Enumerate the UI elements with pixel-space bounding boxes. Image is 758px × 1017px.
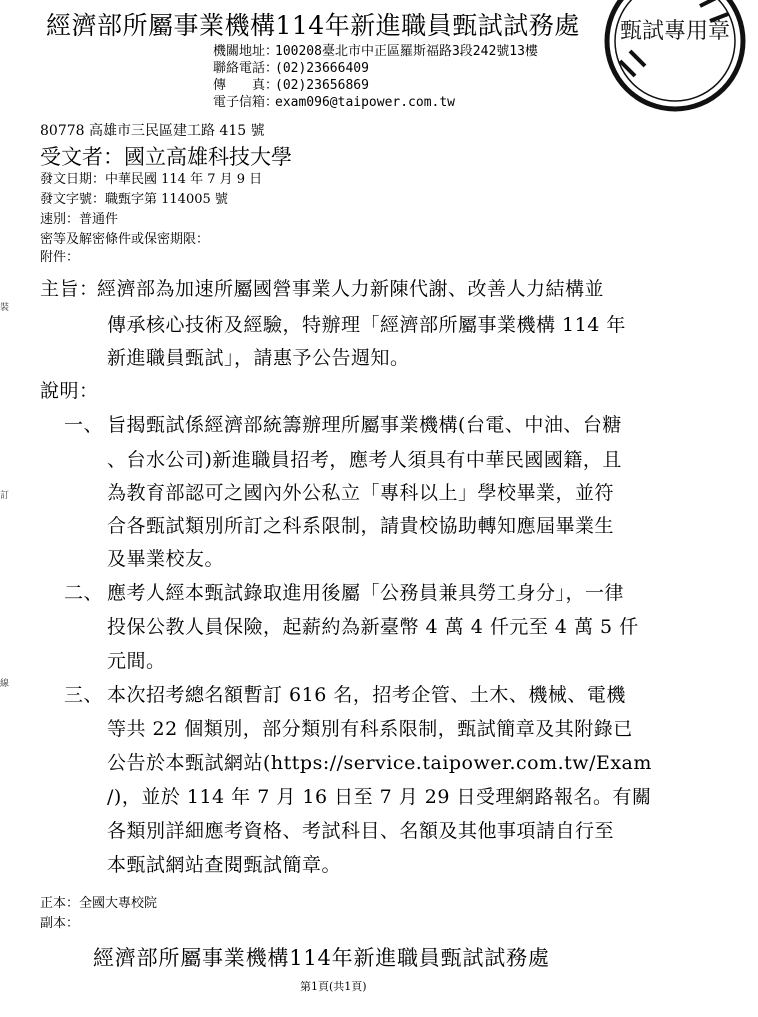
explanation-line: 為教育部認可之國內外公私立「專科以上」學校畢業，並符 (107, 482, 615, 504)
explanation-line: 合各甄試類別所訂之科系限制，請貴校協助轉知應屆畢業生 (107, 515, 615, 537)
explanation-line: 本甄試網站查閱甄試簡章。 (107, 854, 342, 876)
issuing-org-title: 經濟部所屬事業機構114年新進職員甄試試務處 (46, 11, 580, 40)
explanation-line: 各類別詳細應考資格、考試科目、名額及其他事項請自行至 (107, 820, 615, 842)
fax-value: (02)23656869 (275, 78, 369, 93)
issue-date: 發文日期：中華民國 114 年 7 月 9 日 (40, 172, 263, 187)
binding-mark: 線 (0, 679, 10, 689)
footer-org-name: 經濟部所屬事業機構114年新進職員甄試試務處 (93, 946, 550, 970)
recipient: 受文者：國立高雄科技大學 (40, 145, 292, 169)
subject-line: 傳承核心技術及經驗，特辦理「經濟部所屬事業機構 114 年 (107, 314, 626, 336)
item-number: 二、 (64, 582, 104, 604)
primary-recipients: 正本：全國大專校院 (40, 896, 158, 911)
document-number: 發文字號：職甄字第 114005 號 (40, 192, 228, 207)
recipient-address: 80778 高雄市三民區建工路 415 號 (40, 123, 265, 139)
subject-line: 經濟部為加速所屬國營事業人力新陳代謝、改善人力結構並 (97, 278, 605, 300)
contact-email (213, 91, 455, 110)
explanation-line: /)，並於 114 年 7 月 16 日至 7 月 29 日受理網路報名。有關 (107, 786, 652, 808)
email-label: 電子信箱： (213, 95, 279, 110)
delivery-speed: 速別：普通件 (40, 212, 119, 227)
explanation-line: 公告於本甄試網站(https://service.taipower.com.tw/Exam (107, 752, 652, 774)
address-value: 100208臺北市中正區羅斯福路3段242號13樓 (275, 44, 538, 59)
explanation-line: 投保公教人員保險，起薪約為新臺幣 4 萬 4 仟元至 4 萬 5 仟 (107, 616, 639, 638)
binding-mark: 裝 (0, 303, 10, 313)
seal-text: 甄試專用章 (619, 19, 731, 44)
page-number: 第1頁(共1頁) (300, 980, 367, 993)
item-number: 三、 (64, 684, 104, 706)
address-label: 機關地址： (213, 44, 279, 59)
item-number: 一、 (64, 414, 104, 436)
explanation-line: 、台水公司)新進職員招考，應考人須具有中華民國國籍，且 (107, 449, 622, 471)
phone-label: 聯絡電話： (213, 61, 279, 76)
binding-mark: 訂 (0, 491, 10, 501)
explanation-line: 及畢業校友。 (107, 548, 225, 570)
explanation-line: 應考人經本甄試錄取進用後屬「公務員兼具勞工身分」，一律 (107, 582, 625, 604)
attachments: 附件： (40, 250, 80, 265)
explanation-label: 說明： (40, 380, 99, 402)
phone-value: (02)23666409 (275, 61, 369, 76)
email-value: exam096@taipower.com.tw (275, 95, 456, 110)
official-seal-stamp (600, 0, 750, 116)
fax-label: 傳 真： (213, 78, 279, 93)
subject-line: 新進職員甄試」，請惠予公告週知。 (107, 347, 410, 369)
subject-label: 主旨： (40, 278, 99, 300)
copy-recipients: 副本： (40, 916, 80, 931)
explanation-line: 本次招考總名額暫訂 616 名，招考企管、土木、機械、電機 (107, 684, 626, 706)
explanation-line: 等共 22 個類別，部分類別有科系限制，甄試簡章及其附錄已 (107, 718, 633, 740)
explanation-line: 旨揭甄試係經濟部統籌辦理所屬事業機構(台電、中油、台糖 (107, 414, 622, 436)
explanation-line: 元間。 (107, 650, 166, 672)
secrecy-level: 密等及解密條件或保密期限： (40, 232, 210, 247)
